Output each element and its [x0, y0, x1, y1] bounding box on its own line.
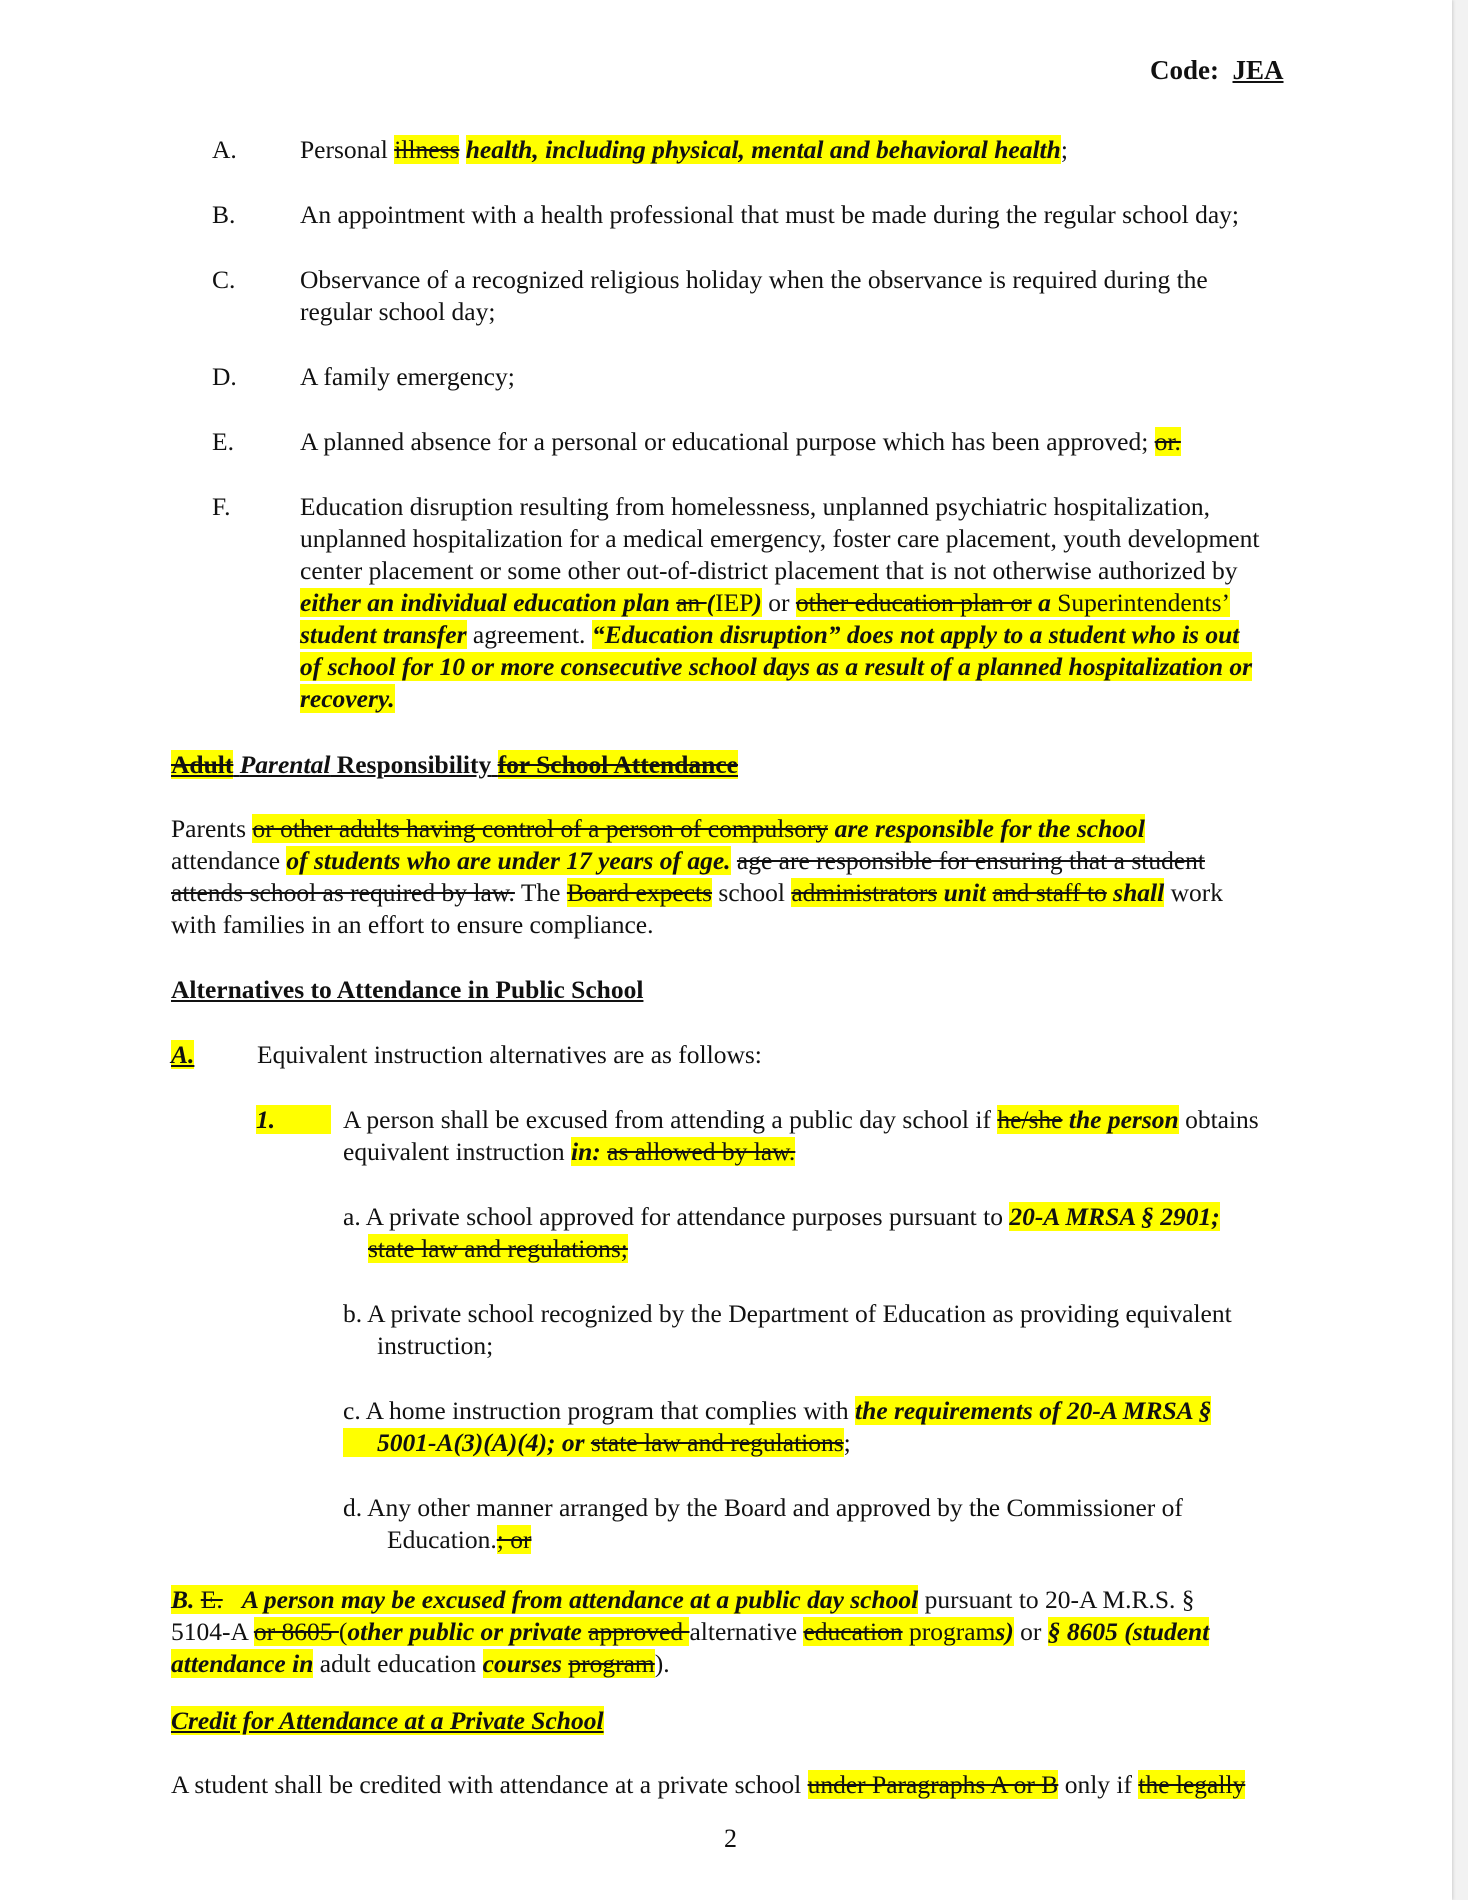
para1-line4: with families in an effort to ensure compliance. — [171, 910, 654, 939]
para-b-line1 — [171, 1584, 1195, 1617]
para1-line3 — [171, 877, 1223, 910]
text-run: IEP — [715, 588, 754, 617]
deleted-text: the legally — [1138, 1770, 1246, 1799]
alt-number-1 — [256, 1104, 331, 1137]
alt-1-line2 — [343, 1136, 795, 1169]
code-value: JEA — [1232, 55, 1284, 85]
text-run — [194, 1585, 200, 1614]
deleted-text: state law and regulations — [590, 1428, 844, 1457]
inserted-text: student transfer — [300, 620, 467, 649]
deleted-text: state law and regulations; — [368, 1234, 628, 1263]
text-run — [937, 878, 943, 907]
alt-sub-d-line1: d. Any other manner arranged by the Board and approved by the Commissioner of — [343, 1493, 1183, 1522]
text-run: Superintendents’ — [1050, 588, 1230, 617]
inserted-text: A person may be excused from attendance at a public day school — [241, 1585, 919, 1614]
alt-letter-a — [171, 1039, 194, 1072]
list-item-a — [300, 134, 1068, 167]
text-run — [828, 814, 834, 843]
text-run: program — [902, 1617, 996, 1646]
list-item-c-line2: regular school day; — [300, 297, 496, 326]
inserted-text: of school for 10 or more consecutive school days as a result of a planned hospitalization or — [300, 652, 1253, 681]
inserted-text: attendance in — [171, 1649, 314, 1678]
inserted-text: ) — [1005, 1617, 1014, 1646]
inserted-text: 5001-A(3)(A)(4); or — [377, 1428, 585, 1457]
text-run: alternative — [689, 1617, 804, 1646]
text-run: only if — [1058, 1770, 1139, 1799]
list-item-e — [300, 426, 1181, 459]
para-last-line1 — [171, 1769, 1245, 1802]
alt-sub-b-line2: instruction; — [377, 1331, 494, 1360]
inserted-text: § 8605 (student — [1047, 1617, 1210, 1646]
text-run: work — [1164, 878, 1223, 907]
list-letter-c: C. — [212, 265, 236, 294]
text-run: agreement. — [466, 620, 592, 649]
text-run — [459, 135, 465, 164]
text-run: equivalent instruction — [343, 1137, 572, 1166]
list-item-f-line1: Education disruption resulting from homelessness, unplanned psychiatric hospitalization, — [300, 492, 1211, 521]
text-run: Personal — [300, 135, 395, 164]
inserted-text: in: — [571, 1137, 601, 1166]
inserted-text: B. — [171, 1585, 195, 1614]
inserted-text: a — [1038, 588, 1051, 617]
alt-sub-a-line2 — [368, 1233, 628, 1266]
deleted-text: illness — [394, 135, 460, 164]
deleted-text: for School Attendance — [497, 750, 738, 779]
para-b-line2 — [171, 1616, 1209, 1649]
text-run: school — [712, 878, 792, 907]
text-run: or — [761, 588, 796, 617]
inserted-text: ) — [753, 588, 762, 617]
alt-1-line1 — [343, 1104, 1259, 1137]
policy-code — [1150, 54, 1284, 87]
text-run: Parents — [171, 814, 253, 843]
text-run: ; — [843, 1428, 851, 1457]
alt-sub-a-line1 — [343, 1201, 1220, 1234]
highlight-pad — [343, 1428, 377, 1457]
list-item-f-line4 — [300, 587, 1230, 620]
inserted-text: unit — [943, 878, 987, 907]
deleted-text: approved — [588, 1617, 690, 1646]
list-letter-b: B. — [212, 200, 236, 229]
alt-sub-c-line2 — [343, 1427, 851, 1460]
deleted-text: or. — [1154, 427, 1181, 456]
inserted-text: courses — [482, 1649, 562, 1678]
deleted-text: Adult — [171, 750, 234, 779]
text-run: Responsibility — [330, 750, 492, 779]
list-item-f-line3: center placement or some other out-of-district placement that is not otherwise authorized by — [300, 556, 1238, 585]
text-run: A planned absence for a personal or educational purpose which has been approved; — [300, 427, 1155, 456]
para1-line1 — [171, 813, 1145, 846]
list-item-b: An appointment with a health professional that must be made during the regular school day; — [300, 200, 1240, 229]
inserted-text: Credit for Attendance at a Private School — [171, 1706, 604, 1735]
inserted-text: s — [995, 1617, 1006, 1646]
heading-parental-responsibility — [171, 749, 738, 782]
text-run: ( — [338, 1617, 348, 1646]
deleted-text: ; or — [496, 1525, 532, 1554]
list-item-f-line2: unplanned hospitalization for a medical emergency, foster care placement, youth development — [300, 524, 1260, 553]
text-run: Education. — [387, 1525, 497, 1554]
text-run: attendance — [171, 846, 287, 875]
list-item-f-line6 — [300, 651, 1252, 684]
text-run: a. A private school approved for attendance purposes pursuant to — [343, 1202, 1010, 1231]
text-run: adult education — [313, 1649, 483, 1678]
deleted-text: program — [568, 1649, 655, 1678]
text-run — [223, 1585, 242, 1614]
deleted-text: and staff to — [992, 878, 1107, 907]
text-run — [491, 750, 497, 779]
deleted-text: attends school as required by law. — [171, 878, 515, 907]
alt-sub-c-line1 — [343, 1395, 1211, 1428]
text-run — [1063, 1105, 1069, 1134]
para1-line2 — [171, 845, 1205, 878]
inserted-text: 1. — [256, 1105, 331, 1134]
inserted-text: “Education disruption” does not apply to a student who is out — [591, 620, 1240, 649]
inserted-text: ( — [706, 588, 716, 617]
alt-a-text: Equivalent instruction alternatives are as follows: — [257, 1040, 762, 1069]
deleted-text: other education plan or — [795, 588, 1032, 617]
heading-alternatives: Alternatives to Attendance in Public School — [171, 975, 644, 1004]
inserted-text: Parental — [239, 750, 331, 779]
deleted-text: he/she — [997, 1105, 1063, 1134]
deleted-text: Board expects — [566, 878, 713, 907]
deleted-text: under Paragraphs A or B — [807, 1770, 1059, 1799]
alt-sub-d-line2 — [387, 1524, 531, 1557]
code-label: Code: — [1150, 55, 1219, 85]
text-run: obtains — [1178, 1105, 1259, 1134]
text-run: A person shall be excused from attending a public day school if — [343, 1105, 998, 1134]
list-letter-a: A. — [212, 135, 237, 164]
text-run: ). — [654, 1649, 670, 1678]
deleted-text: or other adults having control of a person of compulsory — [252, 814, 829, 843]
deleted-text: as allowed by law. — [607, 1137, 796, 1166]
deleted-text: an — [676, 588, 707, 617]
inserted-text: the person — [1068, 1105, 1179, 1134]
inserted-text: other public or private — [347, 1617, 582, 1646]
list-letter-d: D. — [212, 362, 237, 391]
list-item-f-line7 — [300, 683, 395, 716]
deleted-text: administrators — [791, 878, 938, 907]
text-run — [585, 1428, 591, 1457]
list-item-d: A family emergency; — [300, 362, 515, 391]
deleted-text: or 8605 — [253, 1617, 339, 1646]
inserted-text: health, including physical, mental and behavioral health — [465, 135, 1061, 164]
para-b-line3 — [171, 1648, 670, 1681]
text-run: ; — [1060, 135, 1068, 164]
deleted-text: education — [803, 1617, 903, 1646]
heading-credit-private-school — [171, 1705, 604, 1738]
inserted-text: the requirements of 20-A MRSA § — [855, 1396, 1212, 1425]
inserted-text: recovery. — [300, 684, 395, 713]
list-item-f-line5 — [300, 619, 1239, 652]
inserted-text: shall — [1113, 878, 1165, 907]
inserted-text: 20-A MRSA § 2901; — [1009, 1202, 1220, 1231]
text-run: The — [514, 878, 567, 907]
inserted-text: of students who are under 17 years of age. — [286, 846, 731, 875]
list-letter-f: F. — [212, 492, 231, 521]
page-number: 2 — [724, 1824, 737, 1853]
text-run: or — [1013, 1617, 1048, 1646]
inserted-text: either an individual education plan — [300, 588, 670, 617]
text-run: 5104-A — [171, 1617, 254, 1646]
deleted-text: age are responsible for ensuring that a student — [736, 846, 1205, 875]
text-run: pursuant to 20-A M.R.S. § — [918, 1585, 1195, 1614]
inserted-text: A. — [171, 1040, 195, 1069]
list-item-c-line1: Observance of a recognized religious holiday when the observance is required during the — [300, 265, 1208, 294]
alt-sub-b-line1: b. A private school recognized by the Department of Education as providing equivalent — [343, 1299, 1232, 1328]
text-run: A student shall be credited with attendance at a private school — [171, 1770, 808, 1799]
text-run: c. A home instruction program that complies with — [343, 1396, 856, 1425]
list-letter-e: E. — [212, 427, 234, 456]
deleted-text: E. — [200, 1585, 223, 1614]
text-run — [986, 878, 992, 907]
inserted-text: are responsible for the school — [834, 814, 1145, 843]
